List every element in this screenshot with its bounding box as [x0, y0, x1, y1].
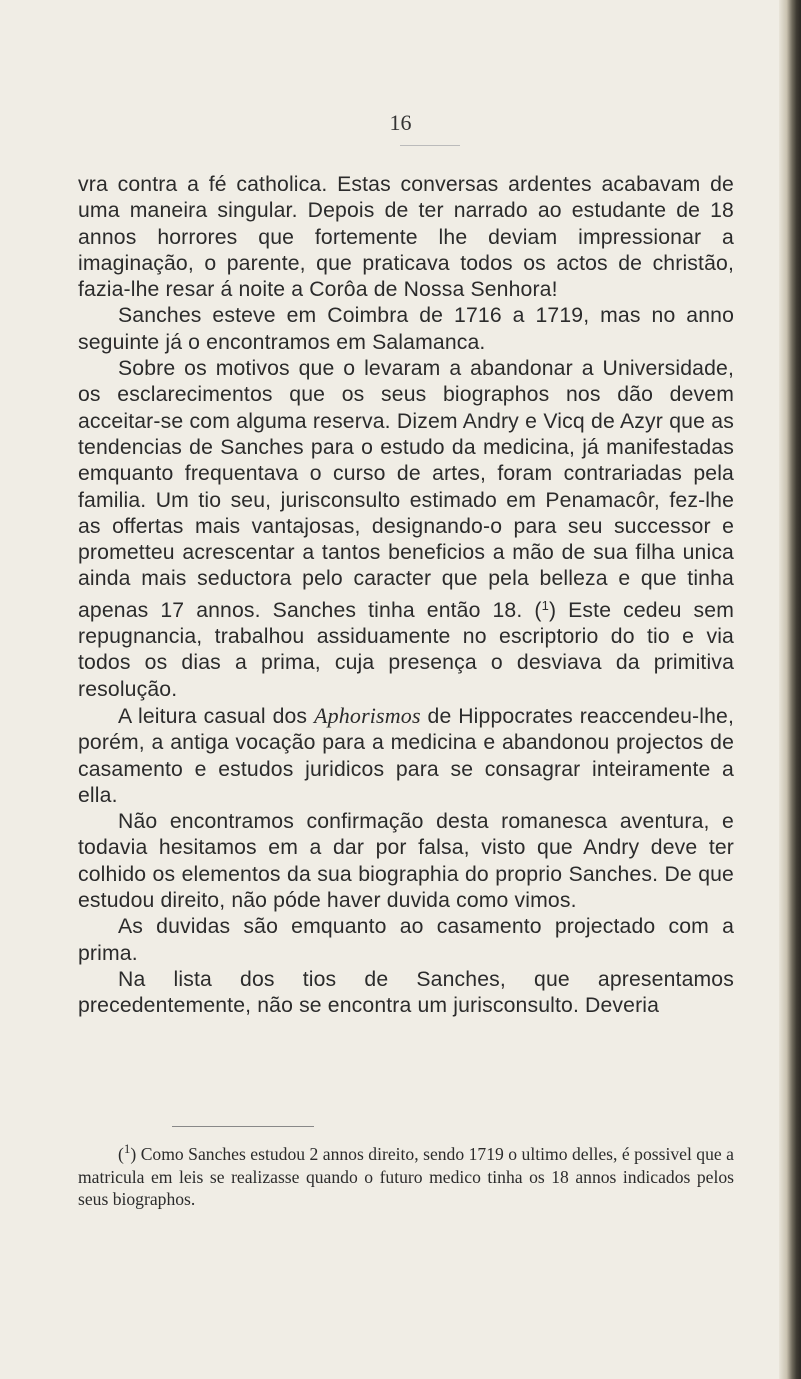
- paragraph-2: Sanches esteve em Coimbra de 1716 a 1719, mas no anno seguinte já o encontramos em Salamanca.: [78, 304, 734, 354]
- paragraph-3-text-a: Sobre os motivos que o levaram a abandonar a Universidade, os esclarecimentos que os seus biographos nos dão devem acceitar-se com alguma reserva. Dizem Andry e Vicq de Azyr que as tendencias de Sanches para o estudo da medicina, já manifestadas emquanto frequentava o curso de artes, foram contrariadas pela familia. Um tio seu, jurisconsulto estimado em Penamacôr, fez-lhe as offertas mais vantajosas, designando-o para seu successor e prometteu acrescentar a tantos beneficios a mão de sua filha unica ainda mais seductora pelo caracter que pela belleza e que tinha apenas 17 annos. Sanches tinha então 18. (: [78, 357, 734, 622]
- page-edge-shadow: [779, 0, 801, 1379]
- footnote-marker-close: ): [130, 1144, 137, 1164]
- paragraph-4: [78, 703, 734, 809]
- footnote-1: [78, 1138, 734, 1211]
- paragraph-7: Na lista dos tios de Sanches, que apresentamos precedentemente, não se encontra um jurisconsulto. Deveria: [78, 967, 734, 1018]
- footnote-rule: [172, 1126, 314, 1127]
- footnote-ref: 1: [541, 597, 549, 613]
- main-text: [78, 172, 734, 1020]
- page-number: 16: [389, 110, 412, 135]
- footnote-marker-open: (: [118, 1144, 124, 1164]
- paragraph-5: Não encontramos confirmação desta romanesca aventura, e todavia hesitamos em a dar por falsa, visto que Andry deve ter colhido os elementos da sua biographia do proprio Sanches. De que estudou direito, não póde haver duvida como vimos.: [78, 810, 734, 913]
- paragraph-3-text-b: ) Este cedeu sem repugnancia, trabalhou assiduamente no escriptorio do tio e via todos os dias a prima, cuja presença o desviava da primitiva resolução.: [78, 598, 734, 701]
- paragraph-4-text-b: de Hippocrates reaccendeu-lhe, porém, a antiga vocação para a medicina e abandonou projectos de casamento e estudos juridicos para se consagrar inteiramente a ella.: [78, 704, 734, 807]
- header-rule: [400, 145, 460, 146]
- paragraph-1: vra contra a fé catholica. Estas conversas ardentes acabavam de uma maneira singular. Depois de ter narrado ao estudante de 18 annos horrores que fortemente lhe deviam impressionar a imaginação, o parente, que praticava todos os actos de christão, fazia-lhe resar á noite a Corôa de Nossa Senhora!: [78, 173, 734, 302]
- footnotes: [78, 1138, 734, 1211]
- paragraph-4-text-a: A leitura casual dos: [118, 704, 315, 728]
- footnote-text: Como Sanches estudou 2 annos direito, sendo 1719 o ultimo delles, é possivel que a matricula em leis se realizasse quando o futuro medico tinha os 18 annos indicados pelos seus biographos.: [78, 1144, 734, 1209]
- aphorismos-title: Aphorismos: [314, 702, 421, 728]
- paragraph-3: [78, 356, 734, 703]
- footnote-marker: 1: [123, 1141, 131, 1156]
- paragraph-6: As duvidas são emquanto ao casamento projectado com a prima.: [78, 915, 734, 965]
